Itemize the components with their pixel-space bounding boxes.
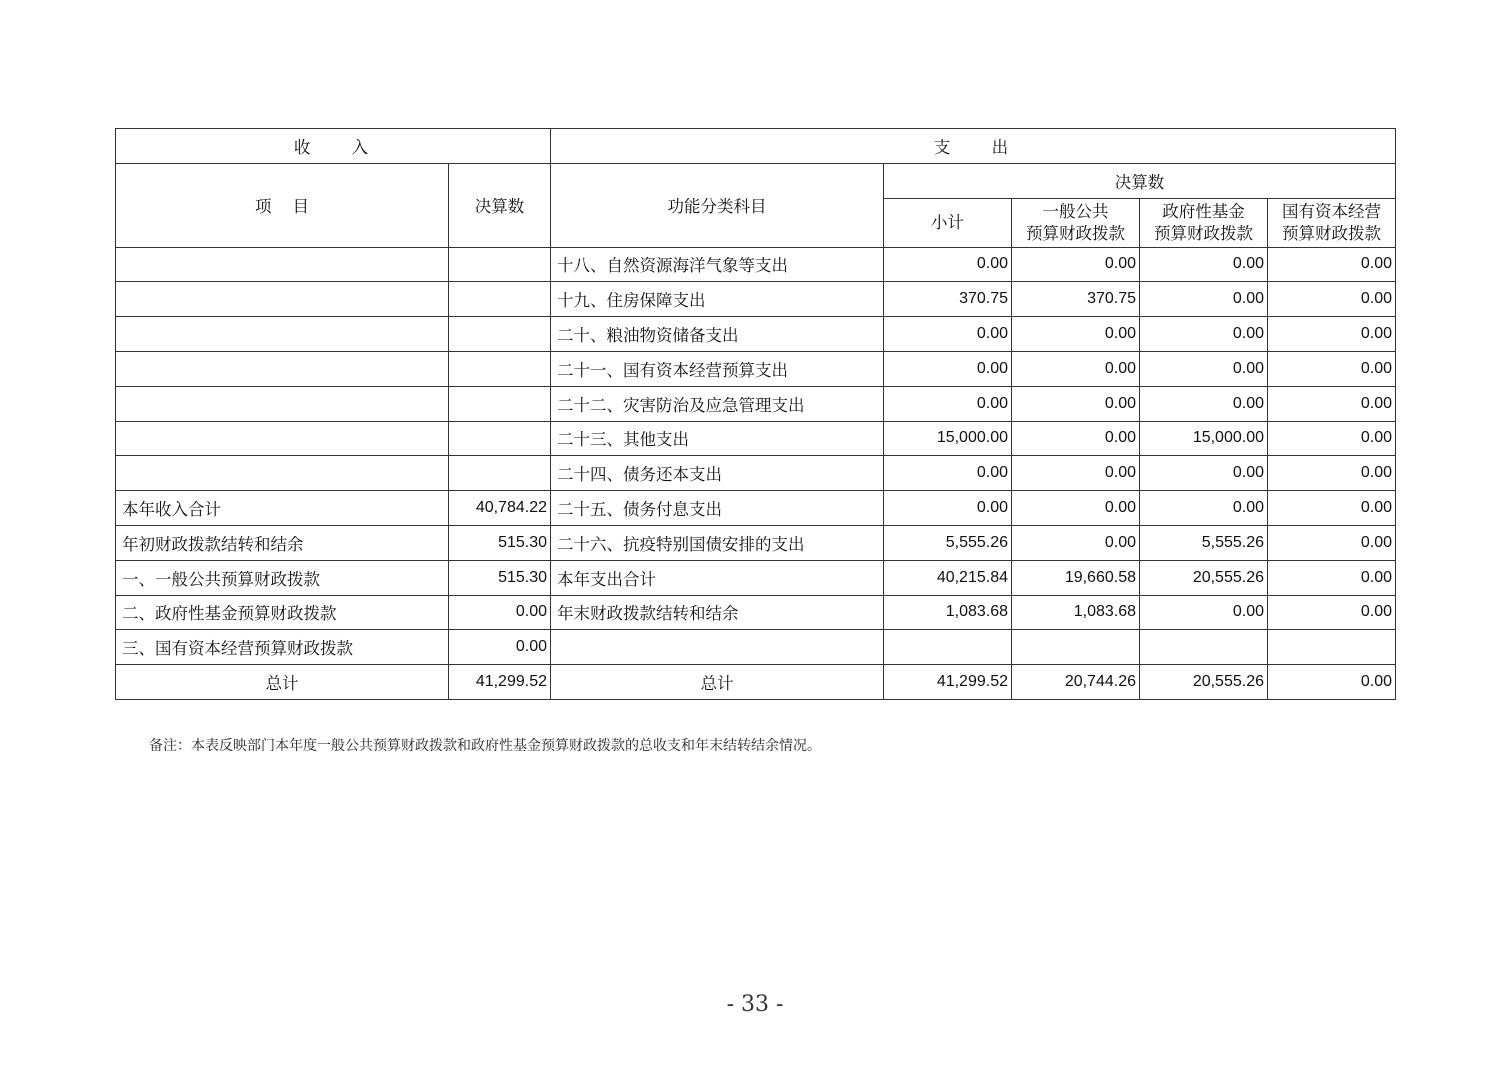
header-row-2: [116, 163, 1396, 198]
income-item-cell: [116, 351, 449, 386]
general-public-cell: 0.00: [1012, 247, 1140, 282]
total-fund: 20,555.26: [1140, 665, 1268, 700]
function-category-header: 功能分类科目: [551, 163, 884, 247]
state-capital-cell: 0.00: [1268, 525, 1396, 560]
income-item-cell: 本年收入合计: [116, 491, 449, 526]
category-cell: [551, 630, 884, 665]
expense-header: 支 出: [551, 129, 1396, 164]
income-amount-cell: [449, 317, 551, 352]
state-capital-cell: 0.00: [1268, 247, 1396, 282]
general-public-cell: 19,660.58: [1012, 560, 1140, 595]
table-row: [116, 421, 1396, 456]
category-cell: 二十四、债务还本支出: [551, 456, 884, 491]
state-capital-cell: 0.00: [1268, 386, 1396, 421]
total-row: [116, 665, 1396, 700]
header-row-1: [116, 129, 1396, 164]
income-amount-cell: [449, 421, 551, 456]
income-item-cell: 二、政府性基金预算财政拨款: [116, 595, 449, 630]
category-cell: 二十二、灾害防治及应急管理支出: [551, 386, 884, 421]
total-subtotal: 41,299.52: [884, 665, 1012, 700]
income-item-cell: [116, 456, 449, 491]
income-item-cell: 三、国有资本经营预算财政拨款: [116, 630, 449, 665]
gov-fund-header: 政府性基金 预算财政拨款: [1140, 198, 1268, 247]
subtotal-cell: 15,000.00: [884, 421, 1012, 456]
general-public-cell: 0.00: [1012, 351, 1140, 386]
total-expense-label: 总计: [551, 665, 884, 700]
state-capital-cell: 0.00: [1268, 456, 1396, 491]
general-public-cell: 0.00: [1012, 456, 1140, 491]
state-capital-cell: 0.00: [1268, 595, 1396, 630]
page-number: - 33 -: [726, 992, 784, 1017]
table-row: [116, 351, 1396, 386]
state-capital-cell: 0.00: [1268, 560, 1396, 595]
income-item-cell: 一、一般公共预算财政拨款: [116, 560, 449, 595]
income-item-cell: [116, 317, 449, 352]
gov-fund-cell: 0.00: [1140, 317, 1268, 352]
gov-fund-cell: 0.00: [1140, 386, 1268, 421]
gov-fund-cell: 0.00: [1140, 351, 1268, 386]
table-row: [116, 560, 1396, 595]
category-cell: 十八、自然资源海洋气象等支出: [551, 247, 884, 282]
subtotal-cell: 0.00: [884, 247, 1012, 282]
table-row: [116, 282, 1396, 317]
general-public-cell: 0.00: [1012, 491, 1140, 526]
amount-header: 决算数: [449, 163, 551, 247]
gov-fund-cell: 0.00: [1140, 456, 1268, 491]
income-item-cell: [116, 247, 449, 282]
category-cell: 年末财政拨款结转和结余: [551, 595, 884, 630]
general-public-header: 一般公共 预算财政拨款: [1012, 198, 1140, 247]
state-capital-cell: 0.00: [1268, 351, 1396, 386]
gov-fund-cell: 0.00: [1140, 491, 1268, 526]
state-capital-cell: 0.00: [1268, 282, 1396, 317]
income-amount-cell: 515.30: [449, 560, 551, 595]
general-public-cell: 370.75: [1012, 282, 1140, 317]
gov-fund-cell: 20,555.26: [1140, 560, 1268, 595]
subtotal-cell: 40,215.84: [884, 560, 1012, 595]
state-capital-cell: 0.00: [1268, 317, 1396, 352]
subtotal-cell: 5,555.26: [884, 525, 1012, 560]
subtotal-cell: 0.00: [884, 456, 1012, 491]
income-item-cell: 年初财政拨款结转和结余: [116, 525, 449, 560]
income-item-cell: [116, 282, 449, 317]
subtotal-cell: [884, 630, 1012, 665]
category-cell: 二十六、抗疫特别国债安排的支出: [551, 525, 884, 560]
table-row: [116, 247, 1396, 282]
gov-fund-cell: 5,555.26: [1140, 525, 1268, 560]
table-row: [116, 525, 1396, 560]
subtotal-cell: 0.00: [884, 351, 1012, 386]
state-capital-cell: 0.00: [1268, 421, 1396, 456]
gov-fund-cell: [1140, 630, 1268, 665]
general-public-cell: 0.00: [1012, 525, 1140, 560]
item-header: 项 目: [116, 163, 449, 247]
income-amount-cell: [449, 282, 551, 317]
category-cell: 十九、住房保障支出: [551, 282, 884, 317]
subtotal-cell: 0.00: [884, 491, 1012, 526]
total-general: 20,744.26: [1012, 665, 1140, 700]
income-amount-cell: 515.30: [449, 525, 551, 560]
income-amount-cell: [449, 351, 551, 386]
table-note: 备注：本表反映部门本年度一般公共预算财政拨款和政府性基金预算财政拨款的总收支和年末结转结余情况。: [149, 738, 821, 754]
table-row: [116, 630, 1396, 665]
gov-fund-cell: 15,000.00: [1140, 421, 1268, 456]
income-amount-cell: [449, 456, 551, 491]
settlement-header: 决算数: [884, 163, 1396, 198]
income-header: 收 入: [116, 129, 551, 164]
table-row: [116, 491, 1396, 526]
total-capital: 0.00: [1268, 665, 1396, 700]
category-cell: 本年支出合计: [551, 560, 884, 595]
category-cell: 二十五、债务付息支出: [551, 491, 884, 526]
general-public-cell: [1012, 630, 1140, 665]
category-cell: 二十三、其他支出: [551, 421, 884, 456]
table-row: [116, 317, 1396, 352]
general-public-cell: 0.00: [1012, 317, 1140, 352]
general-public-cell: 0.00: [1012, 421, 1140, 456]
table-row: [116, 456, 1396, 491]
subtotal-cell: 0.00: [884, 386, 1012, 421]
category-cell: 二十、粮油物资储备支出: [551, 317, 884, 352]
gov-fund-cell: 0.00: [1140, 247, 1268, 282]
state-capital-cell: [1268, 630, 1396, 665]
total-income-label: 总计: [116, 665, 449, 700]
gov-fund-cell: 0.00: [1140, 595, 1268, 630]
income-amount-cell: [449, 386, 551, 421]
state-capital-cell: 0.00: [1268, 491, 1396, 526]
category-cell: 二十一、国有资本经营预算支出: [551, 351, 884, 386]
table-body: [116, 247, 1396, 665]
general-public-cell: 1,083.68: [1012, 595, 1140, 630]
income-amount-cell: 0.00: [449, 630, 551, 665]
subtotal-header: 小计: [884, 198, 1012, 247]
total-income-amount: 41,299.52: [449, 665, 551, 700]
income-amount-cell: 40,784.22: [449, 491, 551, 526]
income-item-cell: [116, 386, 449, 421]
table-row: [116, 595, 1396, 630]
gov-fund-cell: 0.00: [1140, 282, 1268, 317]
subtotal-cell: 0.00: [884, 317, 1012, 352]
income-item-cell: [116, 421, 449, 456]
table-row: [116, 386, 1396, 421]
budget-table: [115, 128, 1396, 700]
income-amount-cell: 0.00: [449, 595, 551, 630]
subtotal-cell: 370.75: [884, 282, 1012, 317]
general-public-cell: 0.00: [1012, 386, 1140, 421]
income-amount-cell: [449, 247, 551, 282]
state-capital-header: 国有资本经营 预算财政拨款: [1268, 198, 1396, 247]
subtotal-cell: 1,083.68: [884, 595, 1012, 630]
